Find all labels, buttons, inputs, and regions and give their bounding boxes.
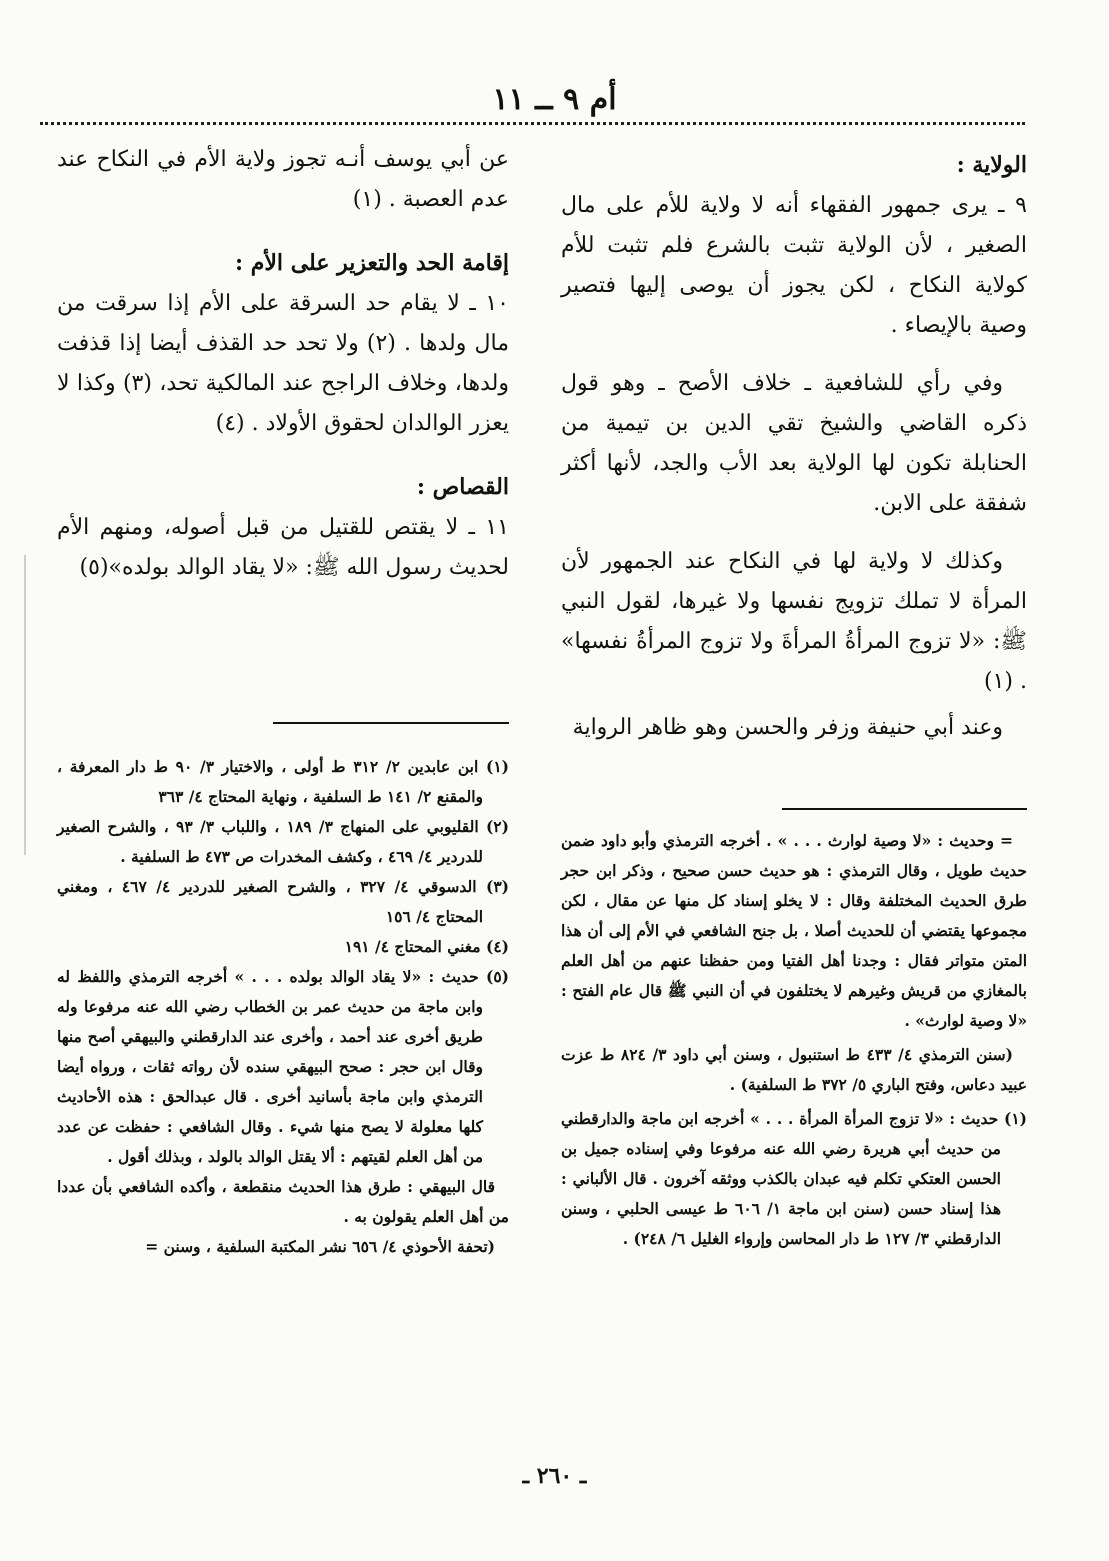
paragraph-10: ١٠ ـ لا يقام حد السرقة على الأم إذا سرقت من مال ولدها . (٢) ولا تحد حد القذف أيضا إذا قذفت ولدها، وخلاف الراجح عند المالكية تحد، (٣) وكذا لا يعزر الوالدان لحقوق الأولاد . (٤) xyxy=(57,291,510,436)
paragraph-shafii-view: وفي رأي للشافعية ـ خلاف الأصح ـ وهو قول ذكره القاضي والشيخ تقي الدين بن تيمية من الحنابلة تكون لها الولاية بعد الأب والجد، لأنها أكثر شفقة على الابن. xyxy=(561,371,1027,516)
footnotes-right xyxy=(561,826,1027,1254)
page-number: ـ ٢٦٠ ـ xyxy=(522,1463,587,1489)
heading-qisas: القصاص : xyxy=(416,474,509,500)
footnote-2-left: (٢) القليوبي على المنهاج ٣/ ١٨٩ ، واللباب ٣/ ٩٣ ، والشرح الصغير للدردير ٤/ ٤٦٩ ، وكشف المخدرات ص ٤٧٣ ط السلفية . xyxy=(57,817,509,866)
footnotes-left xyxy=(57,752,509,1262)
footnote-continuation: = وحديث : «لا وصية لوارث . . . » . أخرجه الترمذي وأبو داود ضمن حديث طويل ، وقال الترمذي : هو حديث حسن صحيح ، وذكر ابن حجر طرق الحديث المختلفة وقال : لا يخلو إسناد كل منها عن مقال ، لكن مجموعها يقتضي أن للحديث أصلا ، بل جنح الشافعي في الأم إلى أن هذا المتن متواتر فقال : وجدنا أهل الفتيا ومن حفظنا عنهم من أهل العلم بالمغازي من قريش وغيرهم لا يختلفون في أن النبي ﷺ قال عام الفتح : «لا وصية لوارث» . xyxy=(561,831,1027,1030)
footnote-separator-left xyxy=(273,722,509,724)
paragraph-marriage-guardianship: وكذلك لا ولاية لها في النكاح عند الجمهور لأن المرأة لا تملك تزويج نفسها ولا غيرها، لقول النبي ﷺ: «لا تزوج المرأةُ المرأةَ ولا تزوج المرأةُ نفسها» . (١) xyxy=(561,549,1027,694)
paragraph-abu-hanifa: وعند أبي حنيفة وزفر والحسن وهو ظاهر الرواية xyxy=(572,715,1003,740)
paragraph-9: ٩ ـ يرى جمهور الفقهاء أنه لا ولاية للأم على مال الصغير ، لأن الولاية تثبت بالشرع فلم تثبت للأم كولاية النكاح ، لكن يجوز أن يوصى إليها فتصير وصية بالإيصاء . xyxy=(561,193,1027,338)
footnote-5-bayhaqi: قال البيهقي : طرق هذا الحديث منقطعة ، وأكده الشافعي بأن عددا من أهل العلم يقولون به . xyxy=(57,1177,509,1226)
header-dotted-rule xyxy=(40,122,1025,125)
footnote-4-left: (٤) مغني المحتاج ٤/ ١٩١ xyxy=(344,937,509,956)
right-column xyxy=(561,140,1027,748)
scan-edge-mark xyxy=(24,555,26,855)
footnote-source: (سنن الترمذي ٤/ ٤٣٣ ط استنبول ، وسنن أبي داود ٣/ ٨٢٤ ط عزت عبيد دعاس، وفتح الباري ٥/ ٣٧٢ ط السلفية) . xyxy=(561,1045,1027,1094)
paragraph-abu-yusuf: عن أبي يوسف أنـه تجوز ولاية الأم في النكاح عند عدم العصبة . (١) xyxy=(57,147,509,212)
footnote-1-right: (١) حديث : «لا تزوج المرأة المرأة . . . » أخرجه ابن ماجة والدارقطني من حديث أبي هريرة رضي الله عنه مرفوعا وفي إسناده جميل بن الحسن العتكي تكلم فيه عبدان بالكذب ووثقه آخرون . قال الألباني : هذا إسناد حسن (سنن ابن ماجة ١/ ٦٠٦ ط عيسى الحلبي ، وسنن الدارقطني ٣/ ١٢٧ ط دار المحاسن وإرواء الغليل ٦/ ٢٤٨) . xyxy=(561,1109,1027,1248)
paragraph-11: ١١ ـ لا يقتص للقتيل من قبل أصوله، ومنهم الأم لحديث رسول الله ﷺ: «لا يقاد الوالد بولده»(٥) xyxy=(57,515,509,580)
left-column xyxy=(57,140,509,588)
footnote-3-left: (٣) الدسوقي ٤/ ٣٢٧ ، والشرح الصغير للدردير ٤/ ٤٦٧ ، ومغني المحتاج ٤/ ١٥٦ xyxy=(57,877,509,926)
heading-guardianship: الولاية : xyxy=(956,152,1027,178)
footnote-separator-right xyxy=(782,808,1027,810)
heading-hadd-tazir: إقامة الحد والتعزير على الأم : xyxy=(234,250,509,276)
footnote-5-source: (تحفة الأحوذي ٤/ ٦٥٦ نشر المكتبة السلفية ، وسنن = xyxy=(145,1237,495,1256)
page-header: أم ٩ ــ ١١ xyxy=(492,82,617,117)
footnote-1-left: (١) ابن عابدين ٢/ ٣١٢ ط أولى ، والاختيار ٣/ ٩٠ ط دار المعرفة ، والمقنع ٢/ ١٤١ ط السلفية ، ونهاية المحتاج ٤/ ٣٦٣ xyxy=(57,757,510,806)
footnote-5-left: (٥) حديث : «لا يقاد الوالد بولده . . . » أخرجه الترمذي واللفظ له وابن ماجة من حديث عمر بن الخطاب رضي الله عنه مرفوعا وله طريق أخرى عند أحمد ، وأخرى عند الدارقطني والبيهقي أصح منها وقال ابن حجر : صحح البيهقي سنده لأن رواته ثقات ، ورواه أيضا الترمذي وابن ماجة بأسانيد أخرى . قال عبدالحق : هذه الأحاديث كلها معلولة لا يصح منها شيء . وقال الشافعي : حفظت عن عدد من أهل العلم لقيتهم : ألا يقتل الوالد بالولد ، وبذلك أقول . xyxy=(57,967,509,1166)
